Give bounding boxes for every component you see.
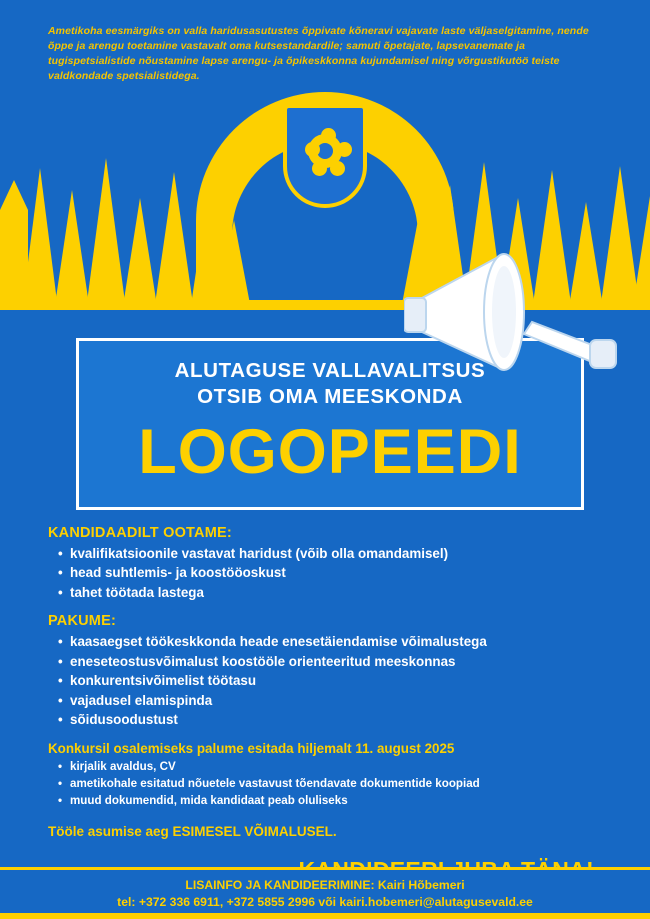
- documents-list: [58, 758, 650, 810]
- list-item: • head suhtlemis- ja koostööoskust: [58, 563, 650, 582]
- content-area: [0, 525, 650, 884]
- footer-line-1: LISAINFO JA KANDIDEERIMINE: Kairi Hõbemeri: [185, 878, 465, 892]
- list-item: • kaasaegset töökeskkonda heade enesetäiendamise võimalustega: [58, 632, 650, 651]
- start-date-text: Tööle asumise aeg ESIMESEL VÕIMALUSEL.: [48, 823, 337, 839]
- list-item: • tahet töötada lastega: [58, 583, 650, 602]
- list-item: • muud dokumendid, mida kandidaat peab oluliseks: [58, 792, 650, 809]
- coat-of-arms-shield: [283, 104, 367, 208]
- spacer: [0, 602, 650, 613]
- intro-text: Ametikoha eesmärgiks on valla haridusasutustes õppivate kõneravi vajavate laste väljaselgitamine, nende õppe ja arengu toetamine vastavalt oma kutsestandardile; samuti õpetajate, lapsevanemate ja tugispetsialistide nõustamine lapse arengu- ja õpikeskkonna kujundamisel ning võrgustikutöö teiste valdkondade spetsialistidega.: [48, 25, 589, 82]
- footer-strip: [0, 913, 650, 919]
- footer-contact: [0, 867, 650, 919]
- list-item: • kirjalik avaldus, CV: [58, 758, 650, 775]
- offer-list: [58, 632, 650, 729]
- offer-title: PAKUME:: [48, 613, 116, 630]
- rose-petal-icon: [330, 161, 345, 176]
- application-deadline: Konkursil osalemiseks palume esitada hiljemalt 11. august 2025: [48, 740, 455, 756]
- requirements-title: KANDIDAADILT OOTAME:: [48, 525, 232, 541]
- megaphone-icon: [404, 236, 650, 396]
- position-title: LOGOPEEDI: [138, 417, 522, 487]
- requirements-list: [58, 544, 650, 602]
- footer-line-2: tel: +372 336 6911, +372 5855 2996 või kairi.hobemeri@alutagusevald.ee: [117, 895, 533, 909]
- list-item: • eneseteostusvõimalust koostööle orienteeritud meeskonnas: [58, 652, 650, 671]
- spacer: [0, 730, 650, 741]
- rose-petal-icon: [305, 142, 320, 157]
- rose-petal-icon: [337, 142, 352, 157]
- list-item: • vajadusel elamispinda: [58, 691, 650, 710]
- rose-petal-icon: [321, 128, 336, 143]
- list-item: • kvalifikatsioonile vastavat haridust (võib olla omandamisel): [58, 544, 650, 563]
- headline-line-1: ALUTAGUSE VALLAVALITSUS: [174, 359, 486, 382]
- headline-line-2: OTSIB OMA MEESKONDA: [197, 385, 463, 408]
- list-item: • ametikohale esitatud nõuetele vastavust tõendavate dokumentide koopiad: [58, 775, 650, 792]
- rose-petal-icon: [312, 161, 327, 176]
- list-item: • sõidusoodustust: [58, 710, 650, 729]
- list-item: • konkurentsivõimelist töötasu: [58, 671, 650, 690]
